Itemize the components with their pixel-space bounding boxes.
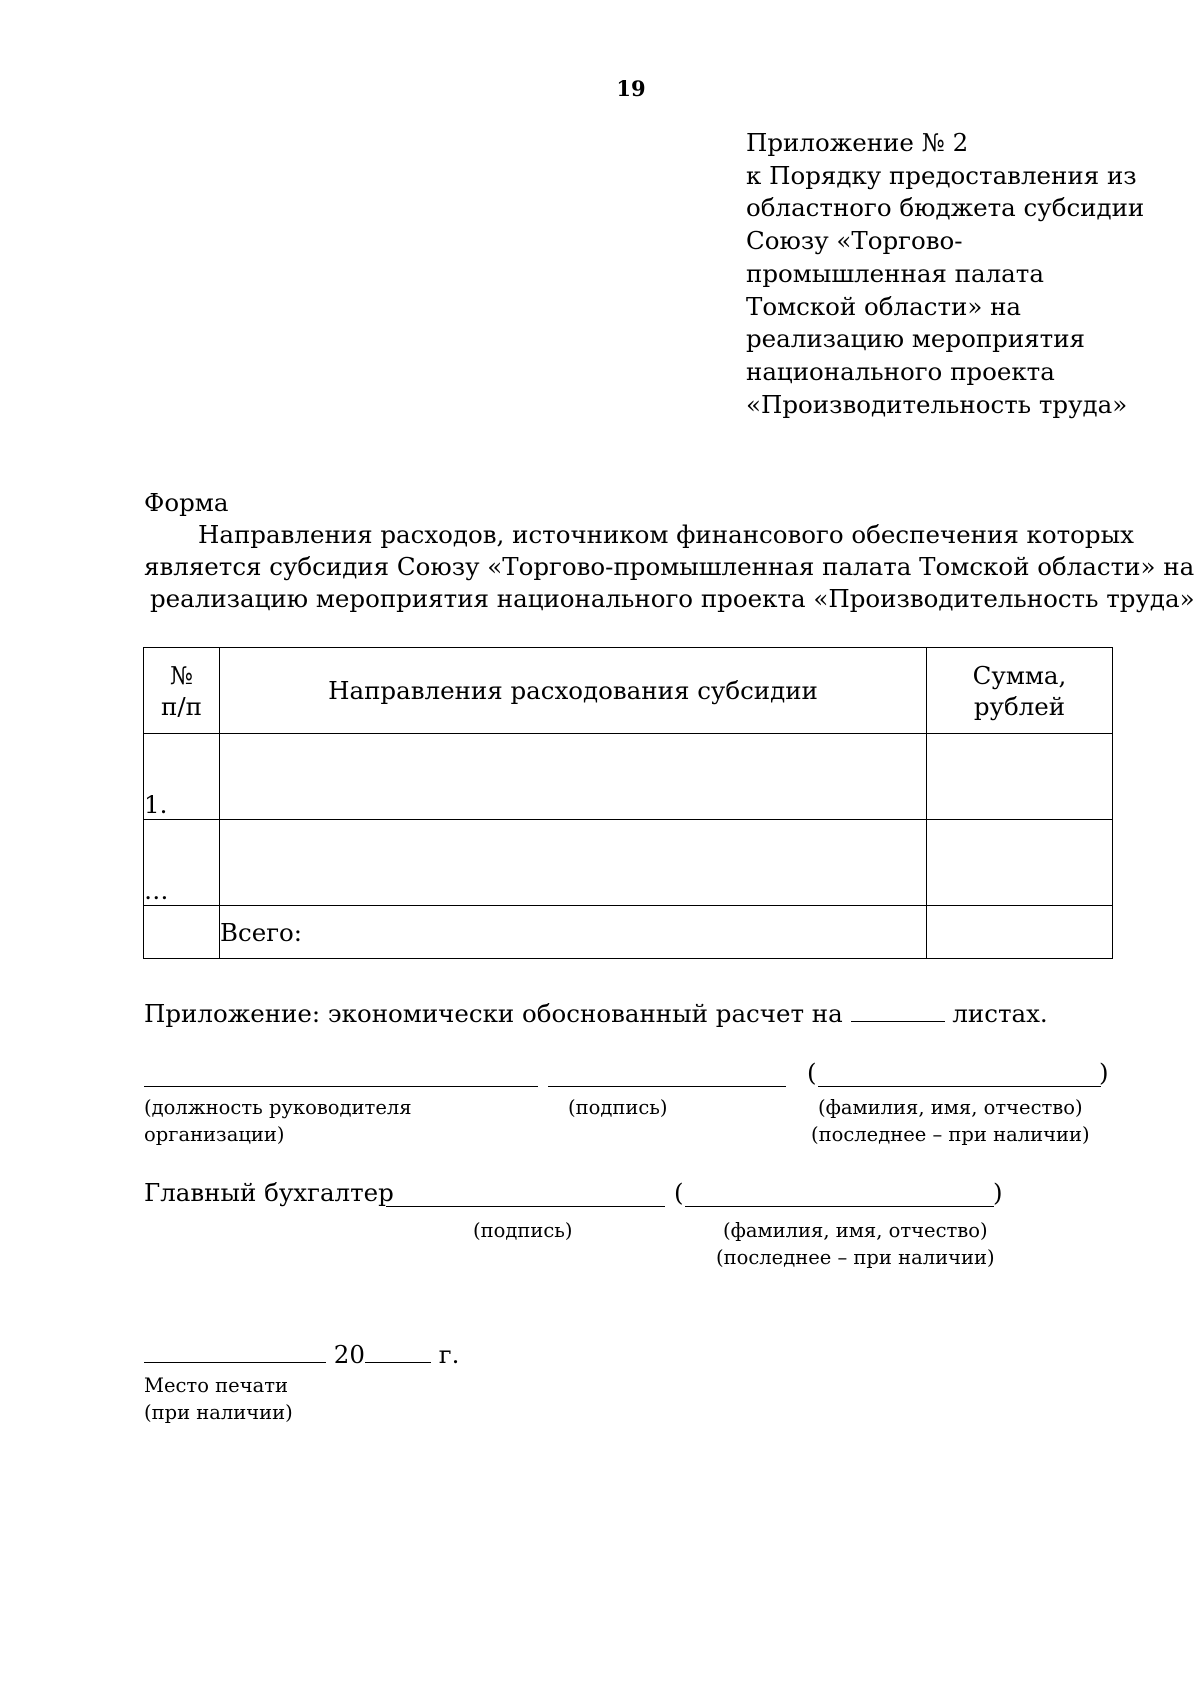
appendix-header (746, 127, 1144, 421)
head-signature-caption: (подпись) (568, 1096, 668, 1119)
form-title-line: Направления расходов, источником финансового обеспечения которых (198, 520, 1134, 549)
appendix-line: национального проекта (746, 356, 1055, 386)
accountant-close-paren: ) (993, 1178, 1003, 1207)
accountant-name-caption (716, 1217, 995, 1271)
accountant-open-paren: ( (674, 1178, 684, 1207)
row-direction-cell[interactable] (220, 734, 927, 820)
date-day-month-field[interactable] (144, 1361, 326, 1363)
table-row (144, 734, 1113, 820)
date-line (144, 1340, 459, 1369)
sheets-count-field[interactable] (851, 1020, 945, 1022)
header-num-line: п/п (161, 691, 202, 721)
header-num-line: № (169, 660, 194, 690)
caption-line: Место печати (144, 1374, 288, 1397)
year-suffix: г. (438, 1340, 460, 1369)
caption-line: (фамилия, имя, отчество) (723, 1219, 988, 1242)
total-label-cell: Всего: (220, 906, 927, 959)
header-sum (927, 648, 1113, 734)
head-signature-field[interactable] (548, 1086, 786, 1087)
row-sum-cell[interactable] (927, 820, 1113, 906)
table-total-row (144, 906, 1113, 959)
header-num (144, 648, 220, 734)
head-position-caption (144, 1094, 412, 1148)
expenses-table (143, 647, 1113, 959)
year-field[interactable] (365, 1361, 431, 1363)
appendix-line: Приложение № 2 (746, 128, 969, 157)
appendix-line: областного бюджета субсидии (746, 193, 1145, 223)
head-name-field[interactable] (818, 1086, 1101, 1087)
form-title-line: является субсидия Союзу «Торгово-промышленная палата Томской области» на (144, 552, 1195, 581)
caption-line: (должность руководителя (144, 1096, 412, 1119)
appendix-line: к Порядку предоставления из (746, 160, 1137, 190)
caption-line: организации) (144, 1123, 285, 1146)
appendix-line: реализацию мероприятия (746, 324, 1085, 354)
accountant-signature-caption: (подпись) (473, 1219, 573, 1242)
page-number: 19 (616, 76, 646, 101)
total-sum-cell[interactable] (927, 906, 1113, 959)
caption-line: (фамилия, имя, отчество) (818, 1096, 1083, 1119)
accountant-name-field[interactable] (685, 1206, 994, 1207)
caption-line: (при наличии) (144, 1401, 293, 1424)
appendix-line: «Производительность труда» (746, 389, 1128, 419)
appendix-line: Томской области» на (746, 291, 1022, 321)
appendix-line: промышленная палата (746, 258, 1044, 288)
head-position-field[interactable] (144, 1086, 538, 1087)
form-title-line: реализацию мероприятия национального проекта «Производительность труда» (150, 584, 1195, 613)
year-prefix: 20 (333, 1340, 365, 1369)
attachment-suffix: листах. (952, 999, 1048, 1028)
head-name-caption (811, 1094, 1090, 1148)
head-close-paren: ) (1099, 1058, 1109, 1087)
table-row (144, 820, 1113, 906)
row-num-cell: … (144, 820, 220, 906)
appendix-line: Союзу «Торгово- (746, 226, 963, 256)
row-direction-cell[interactable] (220, 820, 927, 906)
header-sum-line: рублей (973, 691, 1066, 721)
attachment-prefix: Приложение: экономически обоснованный расчет на (144, 999, 843, 1028)
caption-line: (последнее – при наличии) (716, 1246, 995, 1269)
total-num-cell (144, 906, 220, 959)
attachment-line (144, 999, 1048, 1028)
accountant-signature-field[interactable] (386, 1206, 665, 1207)
stamp-caption (144, 1372, 293, 1426)
header-direction: Направления расходования субсидии (220, 648, 927, 734)
table-header-row (144, 648, 1113, 734)
head-open-paren: ( (807, 1058, 817, 1087)
row-sum-cell[interactable] (927, 734, 1113, 820)
form-label: Форма (144, 488, 229, 517)
row-num-cell: 1. (144, 734, 220, 820)
form-title (144, 519, 1195, 615)
chief-accountant-label: Главный бухгалтер (144, 1178, 394, 1207)
caption-line: (последнее – при наличии) (811, 1123, 1090, 1146)
header-sum-line: Сумма, (972, 660, 1067, 690)
